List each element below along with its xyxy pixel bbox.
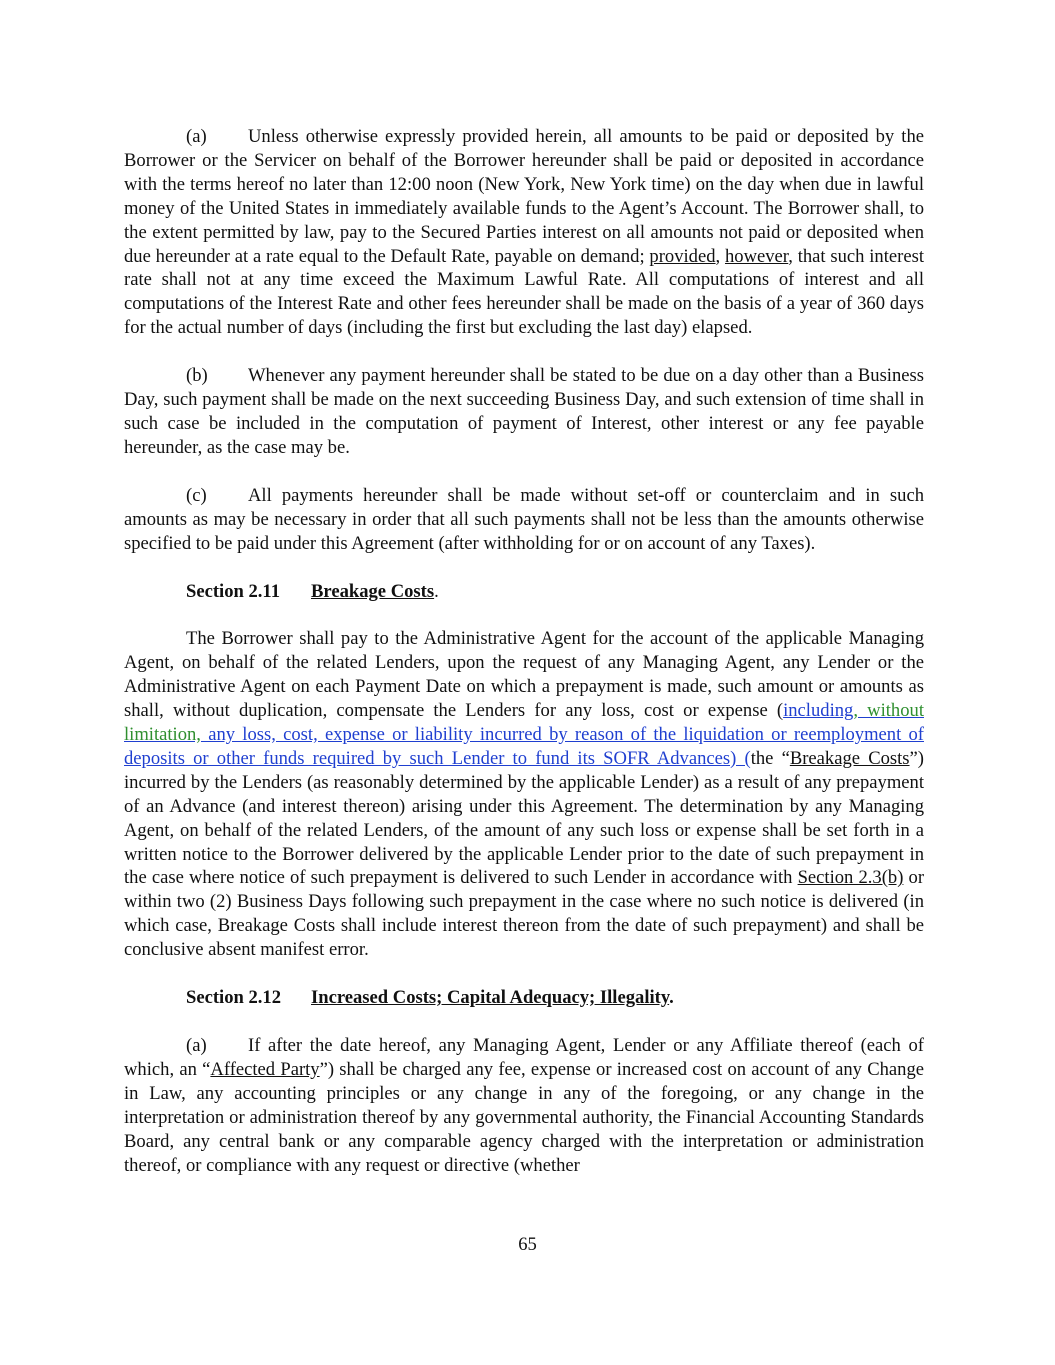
cross-reference-link[interactable]: Section 2.3(b) [797,867,904,889]
inserted-text[interactable]: including [783,700,854,722]
however-term: however [724,245,789,267]
paragraph-text: All payments hereunder shall be made without set-off or counterclaim and in such amounts as may be necessary in order that all such payments shall not be less than the amounts otherwise specified to be paid under this Agreement (after withholding for or on account of any Taxes). [124,484,924,554]
paragraph-2-12-a [124,1034,924,1177]
paragraph-label: (a) [186,126,207,147]
inserted-text[interactable]: any loss, cost, expense or liability incurred by reason of the liquidation or reemployment of deposits or other funds required by such Lender to fund its SOFR Advances) ( [124,724,924,769]
paragraph-text: ”) shall be charged any fee, expense or increased cost on account of any Change in Law, any accounting principles or any change in any of the foregoing, or any change in the interpretation or administration thereof by any governmental authority, the Financial Accounting Standards Board, any central bank or any comparable agency charged with the interpretation or administration thereof, or compliance with any request or directive (whether [124,1058,924,1176]
section-punct: . [669,987,674,1009]
section-heading-2-11 [186,580,924,604]
paragraph-c [124,484,924,556]
paragraph-text: Whenever any payment hereunder shall be stated to be due on a day other than a Business Day, such payment shall be made on the next succeeding Business Day, and such extension of time shall in such case be included in the computation of payment of Interest, other interest or any fee payable hereunder, as the case may be. [124,365,924,458]
section-heading-2-12 [186,986,924,1010]
document-page [124,125,924,1201]
paragraph-a [124,125,924,340]
paragraph-text: , [715,245,725,267]
defined-term-breakage-costs: Breakage Costs [789,747,910,769]
paragraph-label: (c) [186,484,207,506]
paragraph-text: the “ [750,747,790,769]
paragraph-breakage-costs [124,627,924,962]
inserted-text-green[interactable]: , without limitation, [124,700,924,746]
page-number: 65 [518,1234,537,1255]
section-number: Section 2.12 [186,987,282,1009]
section-punct: . [434,580,439,602]
paragraph-label: (a) [186,1035,207,1056]
paragraph-label: (b) [186,365,208,387]
paragraph-b [124,364,924,460]
paragraph-text: The Borrower shall pay to the Administrative Agent for the account of the applicable Managing Agent, on behalf of the related Lenders, upon the request of any Managing Agent, any Lender or the Administrative Agent on each Payment Date on which a prepayment is made, such amount or amounts as shall, without duplication, compensate the Lenders for any loss, cost or expense ( [124,628,924,722]
paragraph-text: , that such interest rate shall not at any time exceed the Maximum Lawful Rate. All computations of interest and all computations of the Interest Rate and other fees hereunder shall be made on the basis of a year of 360 days for the actual number of days (including the first but excluding the last day) elapsed. [124,245,924,339]
paragraph-text: or within two (2) Business Days following such prepayment in the case where no such notice is delivered (in which case, Breakage Costs shall include interest thereon from the date of such prepayment) and shall be conclusive absent manifest error. [124,867,925,961]
section-title: Increased Costs; Capital Adequacy; Illegality [311,987,670,1009]
provided-term: provided [649,245,716,267]
defined-term-affected-party: Affected Party [210,1058,320,1080]
section-number: Section 2.11 [186,580,281,602]
paragraph-text: ”) incurred by the Lenders (as reasonably determined by the applicable Lender) as a result of any prepayment of an Advance (and interest thereon) arising under this Agreement. The determination by any Managing Agent, on behalf of the related Lenders, of the amount of any such loss or expense shall be set forth in a written notice to the Borrower delivered by the applicable Lender prior to the date of such prepayment in the case where notice of such prepayment is delivered to such Lender in accordance with [124,747,924,889]
section-title: Breakage Costs [311,580,435,602]
paragraph-text: If after the date hereof, any Managing Agent, Lender or any Affiliate thereof (each of which, an “ [124,1035,924,1080]
paragraph-text: Unless otherwise expressly provided herein, all amounts to be paid or deposited by the Borrower or the Servicer on behalf of the Borrower hereunder shall be paid or deposited in accordance with the terms hereof no later than 12:00 noon (New York, New York time) on the day when due in lawful money of the United States in immediately available funds to the Agent’s Account. The Borrower shall, to the extent permitted by law, pay to the Secured Parties interest on all amounts not paid or deposited when due hereunder at a rate equal to the Default Rate, payable on demand; [124,126,924,267]
